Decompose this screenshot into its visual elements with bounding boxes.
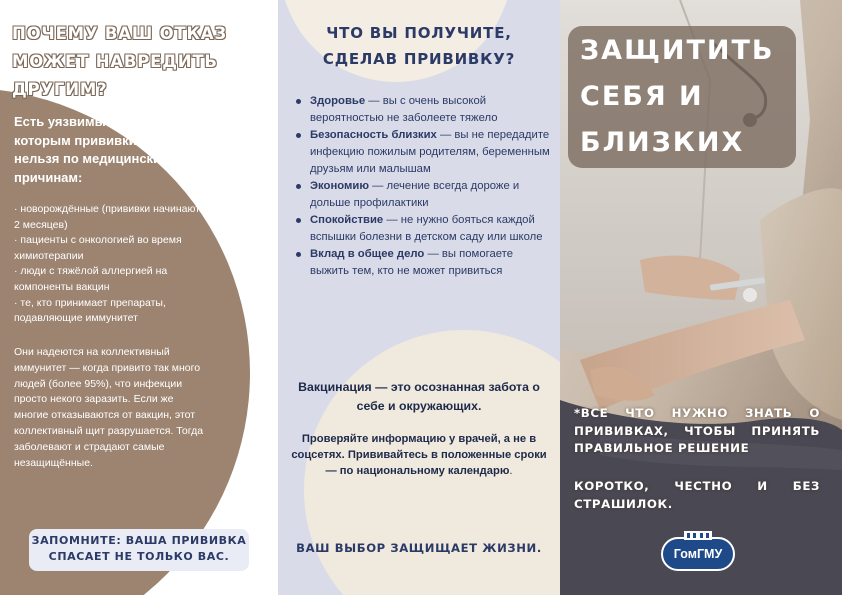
- benefit-item: [296, 246, 554, 280]
- benefit-term: Безопасность близких: [310, 129, 437, 141]
- remember-badge: [29, 529, 249, 571]
- vulnerable-intro: Есть уязвимые люди, которым прививки делать нельзя по медицинским причинам:: [14, 114, 186, 185]
- remember-line-2: СПАСАЕТ НЕ ТОЛЬКО ВАС.: [48, 550, 230, 563]
- herd-immunity-note: Они надеются на коллективный иммунитет — когда привито так много людей (более 95%), что инфекции просто некого заразить. Если же многие отказываются от вакцин, этот коллективный щит разрушается. Тогда заболевают и страдают самые незащищённые.: [14, 346, 204, 469]
- main-title-line-2: СЕБЯ И: [580, 81, 704, 112]
- benefits-title: [300, 20, 538, 72]
- benefit-text: — вы не передадите инфекцию пожилым родителям, беременным друзьям или малышам: [310, 129, 550, 175]
- main-title-line-3: БЛИЗКИХ: [580, 127, 745, 158]
- headline-line-1: ПОЧЕМУ ВАШ ОТКАЗ: [12, 24, 227, 43]
- list-item: · новорождённые (прививки начинают с 2 месяцев): [14, 203, 209, 231]
- list-item: · пациенты с онкологией во время химиотерапии: [14, 234, 182, 262]
- left-headline: [12, 20, 274, 104]
- right-panel: [560, 0, 842, 595]
- benefit-term: Здоровье: [310, 95, 366, 107]
- benefit-item: [296, 178, 554, 212]
- benefit-item: [296, 127, 554, 178]
- left-panel: [0, 0, 278, 595]
- benefit-term: Экономию: [310, 180, 369, 192]
- check-info-advice: [288, 431, 550, 480]
- headline-line-2: МОЖЕТ НАВРЕДИТЬ: [12, 52, 218, 71]
- benefit-item: [296, 212, 554, 246]
- check-info-bold: Проверяйте информацию у врачей, а не в соцсетях. Прививайтесь в положенные сроки — по национальному календарю: [291, 433, 547, 478]
- title-line-2: СДЕЛАВ ПРИВИВКУ?: [322, 50, 516, 68]
- choice-slogan: ВАШ ВЫБОР ЗАЩИЩАЕТ ЖИЗНИ.: [296, 541, 542, 555]
- benefit-term: Вклад в общее дело: [310, 248, 425, 260]
- benefit-text: — вы помогаете выжить тем, кто не может привиться: [310, 248, 513, 277]
- main-title-line-1: ЗАЩИТИТЬ: [580, 35, 775, 66]
- university-logo-text: ГомГМУ: [673, 547, 723, 561]
- headline-line-3: ДРУГИМ?: [12, 80, 108, 99]
- list-item: · те, кто принимает препараты, подавляющие иммунитет: [14, 296, 166, 325]
- benefit-item: [296, 93, 554, 127]
- middle-panel: [278, 0, 560, 595]
- vaccination-statement: Вакцинация — это осознанная забота о себе и окружающих.: [298, 380, 540, 413]
- main-title: [580, 28, 840, 166]
- title-line-1: ЧТО ВЫ ПОЛУЧИТЕ,: [326, 24, 512, 42]
- honest-slogan: КОРОТКО, ЧЕСТНО И БЕЗ СТРАШИЛОК.: [574, 479, 820, 511]
- benefit-term: Спокойствие: [310, 214, 384, 226]
- info-slogan: *ВСЕ ЧТО НУЖНО ЗНАТЬ О ПРИВИВКАХ, ЧТОБЫ ПРИНЯТЬ ПРАВИЛЬНОЕ РЕШЕНИЕ: [574, 406, 820, 455]
- vulnerable-list: [14, 202, 214, 327]
- list-item: · люди с тяжёлой аллергией на компоненты вакцин: [14, 265, 168, 293]
- check-info-end: .: [509, 465, 513, 478]
- benefits-list: [296, 93, 554, 280]
- remember-line-1: ЗАПОМНИТЕ: ВАША ПРИВИВКА: [31, 534, 247, 547]
- benefit-text: — вы с очень высокой вероятностью не заболеете тяжело: [310, 95, 498, 124]
- benefit-text: — не нужно бояться каждой вспышки болезни в детском саду или школе: [310, 214, 543, 243]
- benefit-text: — лечение всегда дороже и дольше профилактики: [310, 180, 520, 209]
